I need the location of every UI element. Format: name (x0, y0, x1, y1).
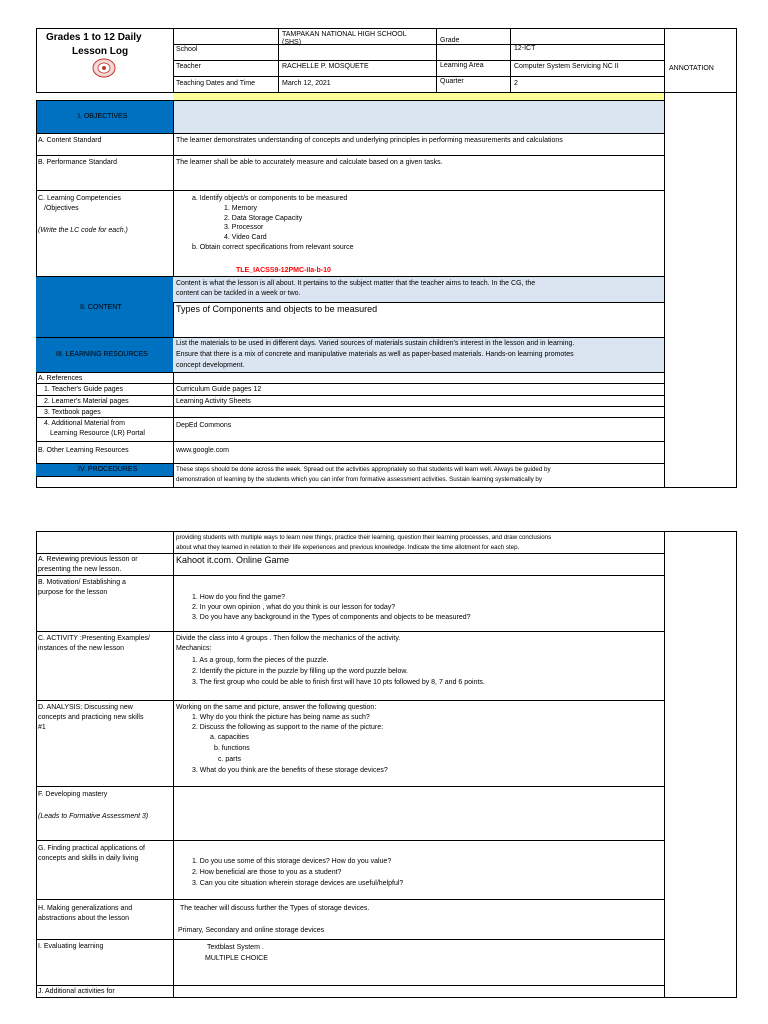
log-title-line2: Lesson Log (72, 46, 129, 57)
learners-material-label: 2. Learner's Material pages (44, 398, 129, 405)
step-g-label-line1: G. Finding practical applications of (38, 845, 145, 852)
step-a-label-line2: presenting the new lesson. (38, 566, 122, 573)
resources-note-line2: Ensure that there is a mix of concrete and manipulative materials as well as paper-based materials. Hands-on learning promotes (176, 351, 574, 358)
step-g-label-line2: concepts and skills in daily living (38, 855, 139, 862)
references-label: A. References (38, 375, 83, 382)
teacher-value: RACHELLE P. MOSQUETE (282, 63, 369, 70)
procedures-continued-line1: providing students with multiple ways to learn new things, practice their learning, question their learning processes, and draw conclusions (176, 534, 552, 541)
competency-a: a. Identify object/s or components to be measured (192, 195, 348, 202)
additional-material-label-line1: 4. Additional Material from (44, 420, 125, 427)
resources-heading: III. LEARNING RESOURCES (56, 351, 148, 358)
other-resources-label: B. Other Learning Resources (38, 447, 129, 454)
school-label: School (176, 46, 198, 53)
step-d-subitem: a. capacities (210, 734, 249, 741)
annotation-header: ANNOTATION (669, 65, 714, 72)
step-b-label-line2: purpose for the lesson (38, 589, 108, 596)
step-f-label: F. Developing mastery (38, 791, 108, 798)
resources-note-line1: List the materials to be used in different days. Varied sources of materials sustain children's interest in the lesson and in learning. (176, 340, 575, 347)
competency-item: 3. Processor (224, 224, 264, 231)
step-d-label-line2: concepts and practicing new skills (38, 714, 144, 721)
step-f-note: (Leads to Formative Assessment 3) (38, 813, 149, 820)
step-d-question: 3. What do you think are the benefits of these storage devices? (192, 767, 388, 774)
grade-label: Grade (440, 37, 460, 44)
step-c-item: 3. The first group who could be able to finish first will have 10 pts followed by 8, 7 and 6 points. (192, 679, 485, 686)
content-note-line1: Content is what the lesson is all about. It pertains to the subject matter that the teacher aims to teach. In the CG, the (176, 280, 536, 287)
step-d-label-line3: #1 (38, 724, 46, 731)
step-i-value-line2: MULTIPLE CHOICE (205, 955, 268, 962)
additional-material-label-line2: Learning Resource (LR) Portal (50, 430, 145, 437)
step-g-item: 3. Can you cite situation wherein storage devices are useful/helpful? (192, 880, 404, 887)
dates-value: March 12, 2021 (282, 80, 331, 87)
learning-area-label: Learning Area (440, 62, 484, 69)
step-i-label: I. Evaluating learning (38, 943, 104, 950)
content-value: Types of Components and objects to be measured (176, 304, 378, 314)
step-d-intro: Working on the same and picture, answer the following question: (176, 704, 377, 711)
grade-value: 12-ICT (514, 45, 536, 52)
step-h-value-line2: Primary, Secondary and online storage devices (178, 927, 325, 934)
competencies-note: (Write the LC code for each.) (38, 227, 128, 234)
competency-item: 1. Memory (224, 205, 258, 212)
procedures-note-line2: demonstration of learning by the students which you can infer from formative assessment activities. Sustain learning systematically by (176, 476, 542, 483)
teacher-label: Teacher (176, 63, 201, 70)
learners-material-value: Learning Activity Sheets (176, 398, 251, 405)
procedures-continued-line2: about what they learned in relation to their life experiences and previous knowledge. Indicate the time allotment for each step. (176, 544, 520, 551)
step-c-mechanics: Mechanics: (176, 645, 212, 652)
step-d-subitem: c. parts (218, 756, 241, 763)
step-b-label-line1: B. Motivation/ Establishing a (38, 579, 126, 586)
step-c-item: 2. Identify the picture in the puzzle by filling up the word puzzle below. (192, 668, 408, 675)
step-d-question: 1. Why do you think the picture has being name as such? (192, 714, 370, 721)
step-b-item: 1. How do you find the game? (192, 594, 286, 601)
step-j-label: J. Additional activities for (38, 988, 115, 995)
step-i-value-line1: Textblast System . (207, 944, 264, 951)
step-h-label-line2: abstractions about the lesson (38, 915, 130, 922)
competency-item: 4. Video Card (224, 234, 267, 241)
step-b-item: 3. Do you have any background in the Types of components and objects to be measured? (192, 614, 471, 621)
performance-standard-label: B. Performance Standard (38, 159, 117, 166)
step-g-item: 1. Do you use some of this storage devices? How do you value? (192, 858, 392, 865)
additional-material-value: DepEd Commons (176, 422, 232, 429)
step-d-subitem: b. functions (214, 745, 250, 752)
step-b-item: 2. In your own opinion , what do you think is our lesson for today? (192, 604, 396, 611)
step-g-item: 2. How beneficial are those to you as a student? (192, 869, 342, 876)
step-h-label-line1: H. Making generalizations and (38, 905, 133, 912)
step-d-label-line1: D. ANALYSIS: Discussing new (38, 704, 133, 711)
other-resources-value: www.google.com (176, 447, 229, 454)
competency-item: 2. Data Storage Capacity (224, 215, 303, 222)
step-c-intro: Divide the class into 4 groups . Then follow the mechanics of the activity. (176, 635, 401, 642)
step-c-label-line1: C. ACTIVITY :Presenting Examples/ (38, 635, 150, 642)
competencies-label-line2: /Objectives (44, 205, 79, 212)
competency-b: b. Obtain correct specifications from relevant source (192, 244, 354, 251)
step-h-value-line1: The teacher will discuss further the Types of storage devices. (180, 905, 370, 912)
resources-note-line3: concept development. (176, 362, 245, 369)
step-a-value: Kahoot it.com. Online Game (176, 555, 290, 565)
dates-label: Teaching Dates and Time (176, 80, 255, 87)
school-seal-icon (91, 58, 117, 78)
step-d-question: 2. Discuss the following as support to the name of the picture: (192, 724, 384, 731)
content-note-line2: content can be tackled in a week or two. (176, 290, 301, 297)
procedures-note-line1: These steps should be done across the week. Spread out the activities appropriately so that students will learn well. Always be guided by (176, 466, 551, 473)
lc-code: TLE_IACSS9-12PMC-IIa-b-10 (236, 267, 331, 274)
content-standard-value: The learner demonstrates understanding of concepts and underlying principles in performing measurements and calculations (176, 137, 563, 144)
quarter-value: 2 (514, 80, 518, 87)
learning-area-value: Computer System Servicing NC II (514, 63, 619, 70)
step-c-label-line2: instances of the new lesson (38, 645, 124, 652)
log-title-line1: Grades 1 to 12 Daily (46, 32, 142, 43)
school-value-line2: (SHS) (282, 39, 302, 46)
performance-standard-value: The learner shall be able to accurately measure and calculate based on a given tasks. (176, 159, 443, 166)
textbook-label: 3. Textbook pages (44, 409, 101, 416)
step-c-item: 1. As a group, form the pieces of the puzzle. (192, 657, 329, 664)
quarter-label: Quarter (440, 78, 464, 85)
content-standard-label: A. Content Standard (38, 137, 102, 144)
teachers-guide-label: 1. Teacher's Guide pages (44, 386, 124, 393)
competencies-label-line1: C. Learning Competencies (38, 195, 121, 202)
teachers-guide-value: Curriculum Guide pages 12 (176, 386, 262, 393)
procedures-heading: IV. PROCEDURES (78, 466, 138, 473)
content-heading: II. CONTENT (80, 304, 122, 311)
school-value-line1: TAMPAKAN NATIONAL HIGH SCHOOL (282, 31, 407, 38)
step-a-label-line1: A. Reviewing previous lesson or (38, 556, 138, 563)
objectives-heading: I. OBJECTIVES (78, 113, 128, 120)
